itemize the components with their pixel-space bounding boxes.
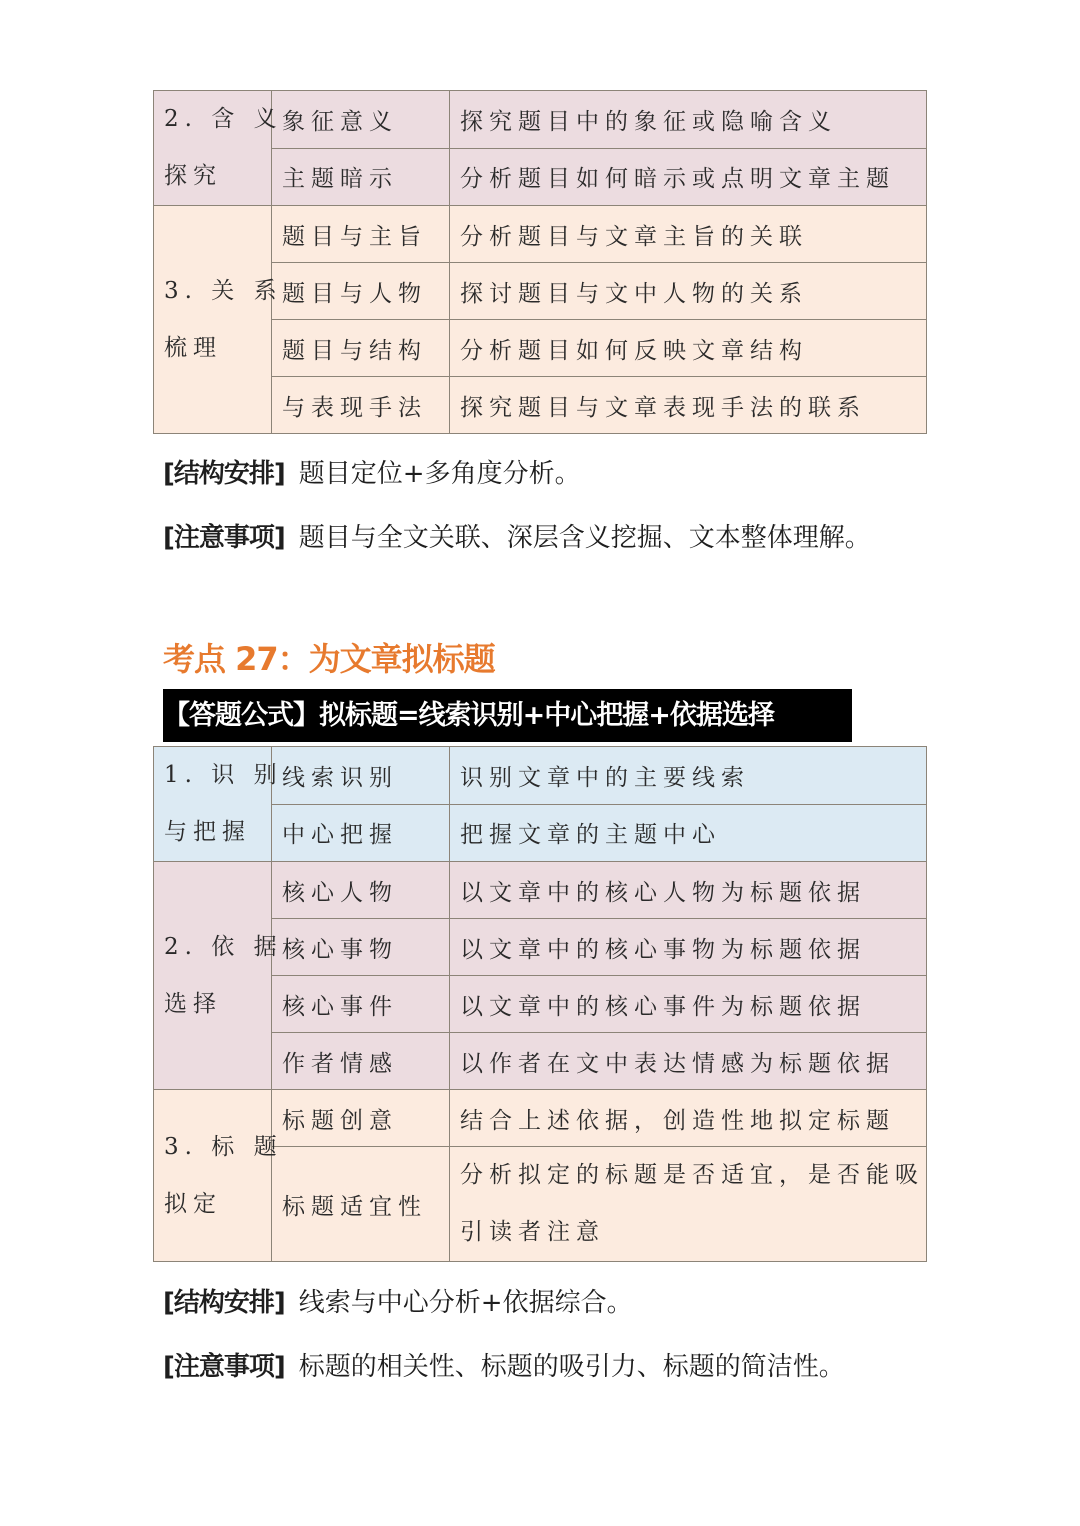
group-label-line: 3. 关 系 — [164, 277, 283, 304]
table-row — [154, 1090, 927, 1147]
description-cell: 探究题目与文章表现手法的联系 — [450, 377, 927, 434]
caution-note — [163, 517, 871, 554]
structure-note — [163, 453, 581, 490]
group-label-cell — [154, 91, 283, 206]
item-cell: 标题创意 — [272, 1090, 450, 1147]
section-heading: 考点 27：为文章拟标题 — [163, 640, 495, 678]
caution-text: 标题的相关性、标题的吸引力、标题的简洁性。 — [298, 1352, 845, 1382]
group-label-cell — [154, 1090, 283, 1262]
description-cell: 分析题目与文章主旨的关联 — [450, 206, 927, 263]
table-row — [154, 206, 927, 263]
group-label-line: 梳理 — [164, 334, 222, 361]
structure-label: [结构安排] — [163, 459, 285, 489]
item-cell: 主题暗示 — [272, 148, 450, 206]
item-cell: 题目与结构 — [272, 320, 450, 377]
description-cell: 分析拟定的标题是否适宜，是否能吸引读者注意 — [450, 1147, 927, 1262]
analysis-table-title-drafting — [153, 746, 927, 1262]
structure-note-2 — [163, 1282, 633, 1319]
description-cell: 探讨题目与文中人物的关系 — [450, 263, 927, 320]
table-row — [154, 862, 927, 919]
description-cell: 以文章中的核心事件为标题依据 — [450, 976, 927, 1033]
table-row — [154, 91, 927, 149]
group-label-line: 2. 依 据 — [164, 933, 283, 960]
description-cell: 以文章中的核心事物为标题依据 — [450, 919, 927, 976]
caution-label: [注意事项] — [163, 1352, 285, 1382]
description-cell: 以文章中的核心人物为标题依据 — [450, 862, 927, 919]
item-cell: 题目与人物 — [272, 263, 450, 320]
group-label-cell — [154, 862, 283, 1090]
answer-formula-banner: 【答题公式】拟标题=线索识别+中心把握+依据选择 — [163, 689, 852, 742]
item-cell: 中心把握 — [272, 804, 450, 862]
analysis-table-title-meaning — [153, 90, 927, 434]
group-label-line: 3. 标 题 — [164, 1133, 283, 1160]
description-cell: 探究题目中的象征或隐喻含义 — [450, 91, 927, 149]
structure-text: 题目定位+多角度分析。 — [298, 459, 581, 489]
description-cell: 以作者在文中表达情感为标题依据 — [450, 1033, 927, 1090]
caution-text: 题目与全文关联、深层含义挖掘、文本整体理解。 — [298, 523, 871, 553]
table-row — [154, 747, 927, 805]
caution-note-2 — [163, 1346, 845, 1383]
item-cell: 作者情感 — [272, 1033, 450, 1090]
item-cell: 象征意义 — [272, 91, 450, 149]
group-label-line: 拟定 — [164, 1190, 222, 1217]
description-cell: 分析题目如何暗示或点明文章主题 — [450, 148, 927, 206]
group-label-line: 2. 含 义 — [164, 106, 283, 132]
structure-label: [结构安排] — [163, 1288, 285, 1318]
group-label-line: 探究 — [164, 163, 222, 189]
group-label-line: 1. 识 别 — [164, 762, 283, 788]
description-cell: 识别文章中的主要线索 — [450, 747, 927, 805]
item-cell: 题目与主旨 — [272, 206, 450, 263]
description-cell: 把握文章的主题中心 — [450, 804, 927, 862]
description-cell: 分析题目如何反映文章结构 — [450, 320, 927, 377]
item-cell: 核心事件 — [272, 976, 450, 1033]
item-cell: 线索识别 — [272, 747, 450, 805]
structure-text: 线索与中心分析+依据综合。 — [298, 1288, 633, 1318]
group-label-line: 与把握 — [164, 819, 251, 845]
item-cell: 标题适宜性 — [272, 1147, 450, 1262]
group-label-cell — [154, 747, 283, 862]
group-label-cell — [154, 206, 283, 434]
item-cell: 核心事物 — [272, 919, 450, 976]
item-cell: 核心人物 — [272, 862, 450, 919]
item-cell: 与表现手法 — [272, 377, 450, 434]
description-cell: 结合上述依据，创造性地拟定标题 — [450, 1090, 927, 1147]
group-label-line: 选择 — [164, 990, 222, 1017]
caution-label: [注意事项] — [163, 523, 285, 553]
